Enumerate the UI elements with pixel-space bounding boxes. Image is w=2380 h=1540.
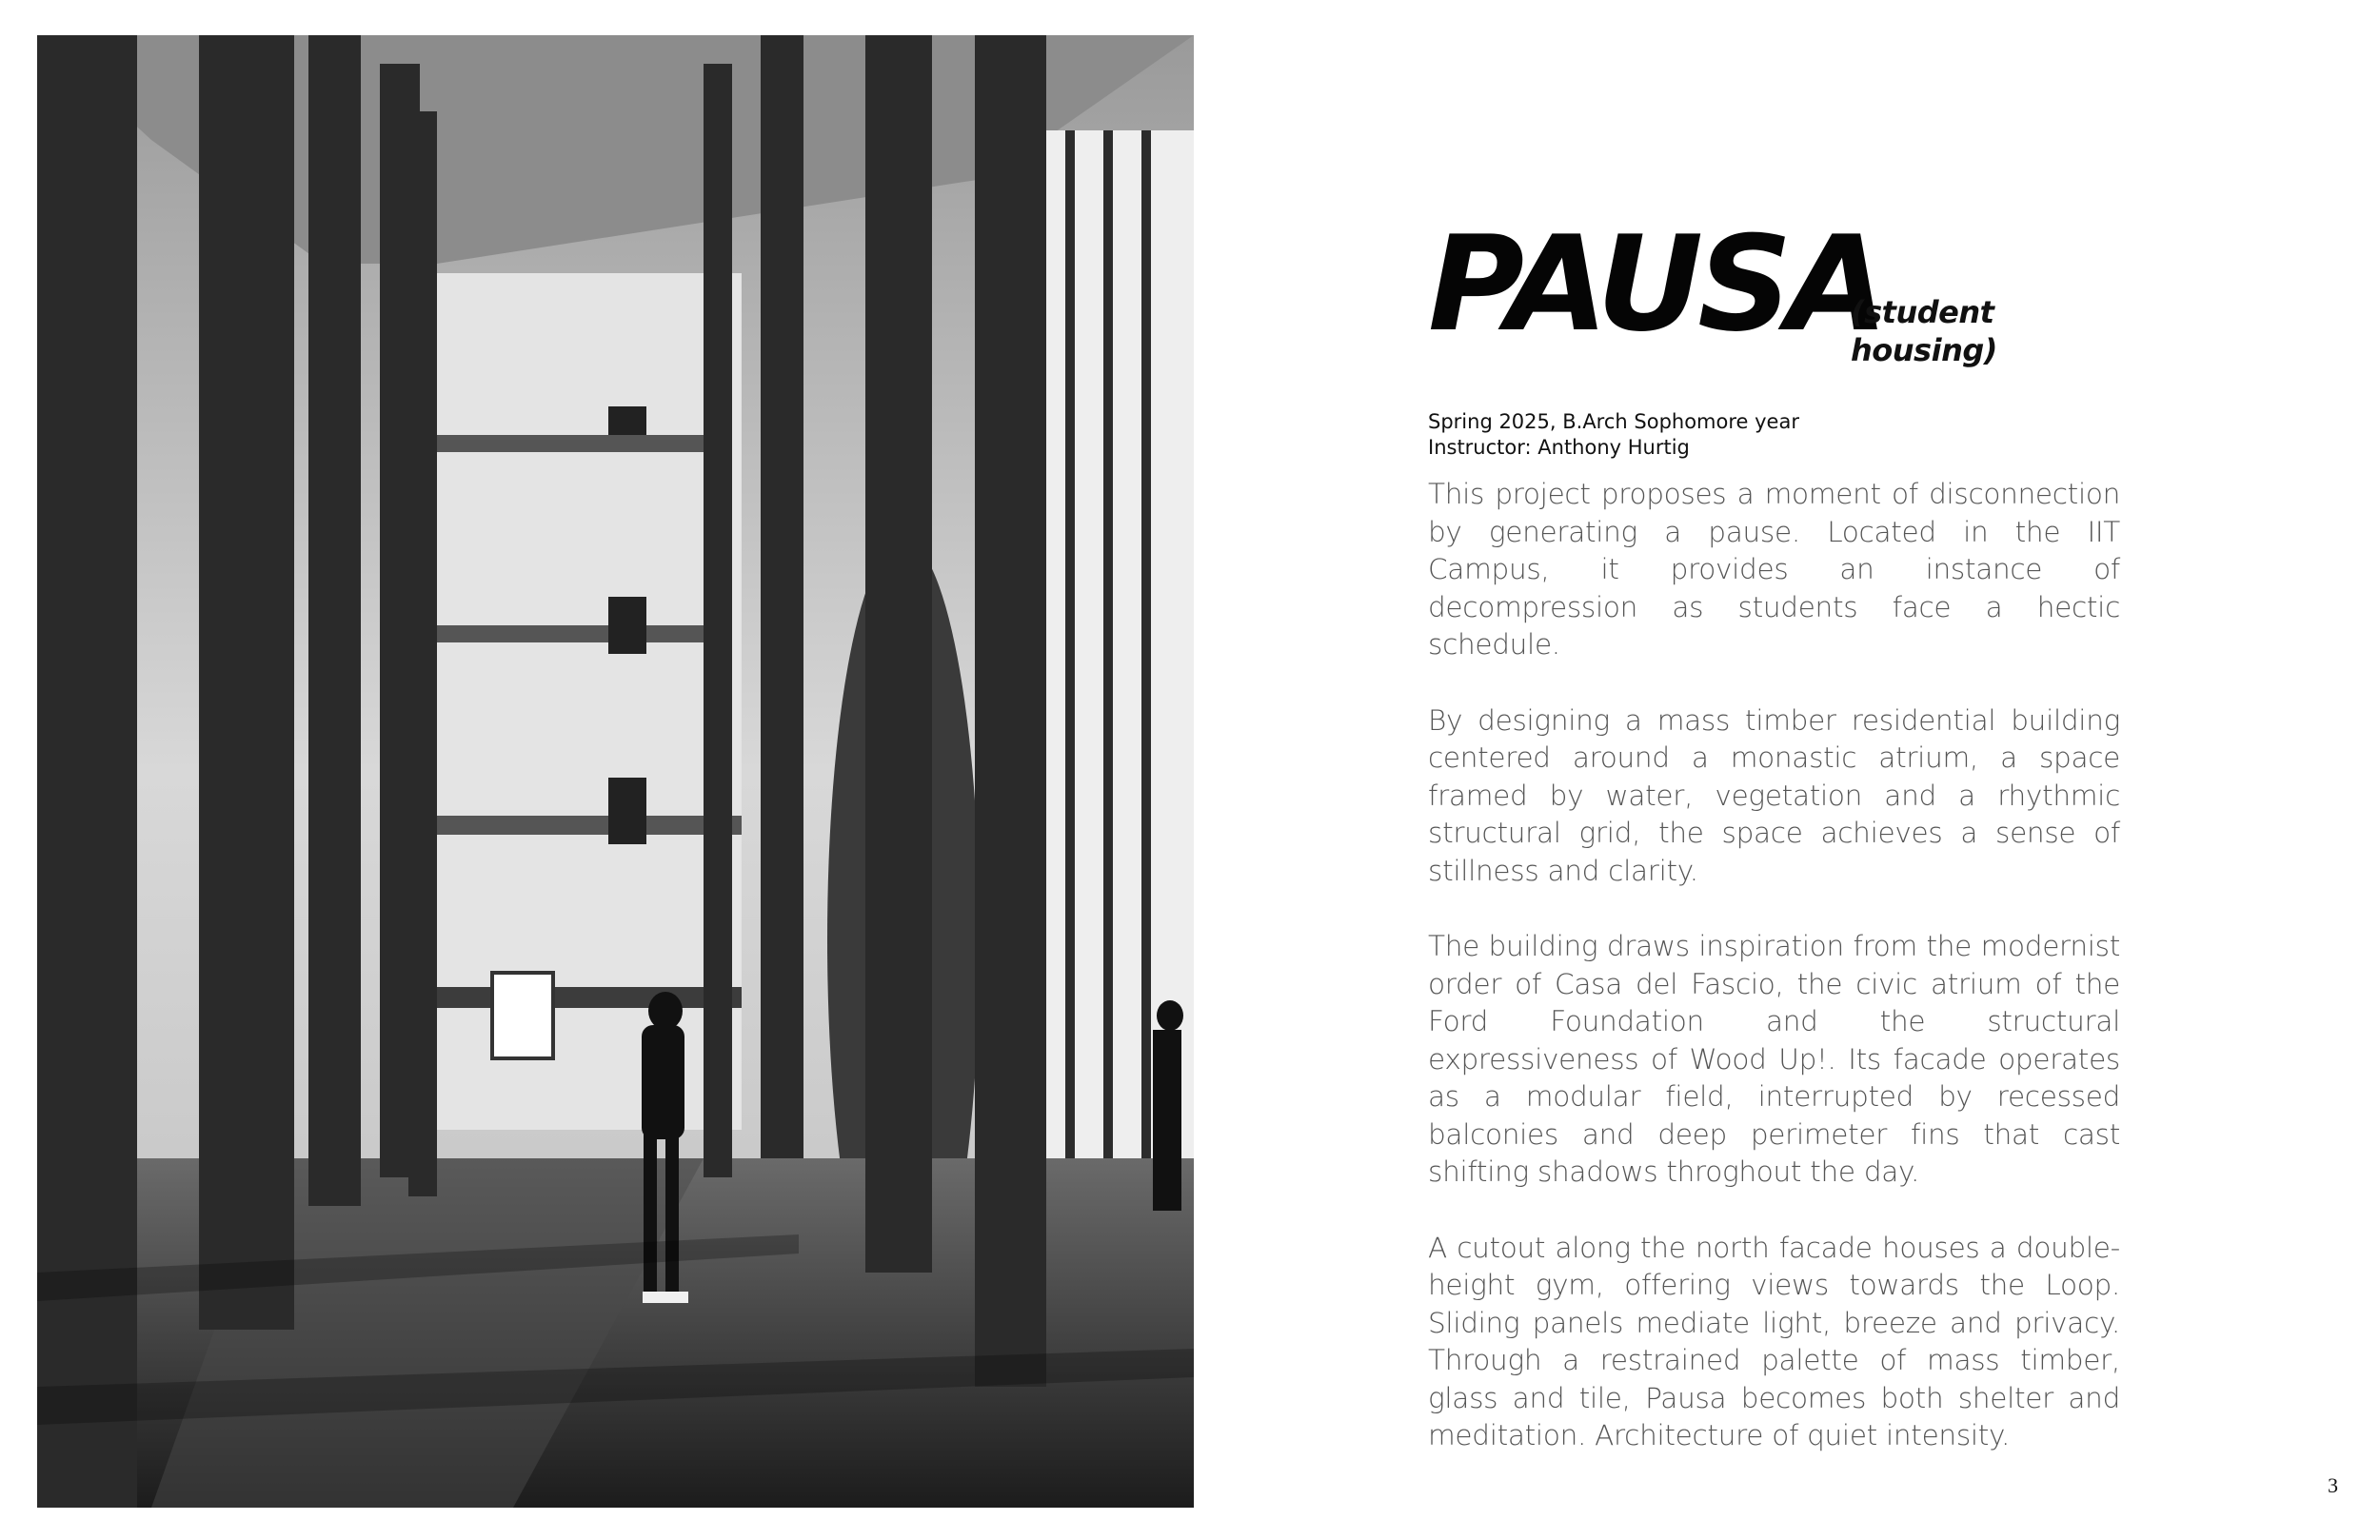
project-title: PAUSA <box>1428 207 1883 361</box>
project-meta <box>1428 409 2120 461</box>
interior-render-image <box>37 35 1194 1508</box>
title-row <box>1428 207 2120 368</box>
project-subtitle: (student housing) <box>1851 294 1997 368</box>
project-render-image <box>37 35 1194 1508</box>
paragraph-gym: A cutout along the north facade houses a double-height gym, offering views towards the Loop. Sliding panels mediate light, breeze and privacy. Through a restrained palette of mass timber, glass and tile, Pausa becomes both shelter and meditation. Architecture of quiet intensity. <box>1428 1231 2120 1451</box>
paragraph-design: By designing a mass timber residential building centered around a monastic atrium, a space framed by water, vegetation and a rhythmic structural grid, the space achieves a sense of stillness and clarity. <box>1428 703 2120 887</box>
project-description-column <box>1428 207 2120 1493</box>
paragraph-inspiration: The building draws inspiration from the modernist order of Casa del Fascio, the civic atrium of the Ford Foundation and the structural expressiveness of Wood Up!. Its facade operates as a modular field, interrupted by recessed balconies and deep perimeter fins that cast shifting shadows throghout the day. <box>1428 930 2120 1188</box>
paragraph-intro: This project proposes a moment of disconnection by generating a pause. Located in the IIT Campus, it provides an instance of decompression as students face a hectic schedule. <box>1428 478 2120 661</box>
semester-line: Spring 2025, B.Arch Sophomore year <box>1428 410 1799 433</box>
instructor-line: Instructor: Anthony Hurtig <box>1428 436 1690 459</box>
page-number: 3 <box>2328 1473 2338 1497</box>
description-paragraphs <box>1428 476 2120 1455</box>
